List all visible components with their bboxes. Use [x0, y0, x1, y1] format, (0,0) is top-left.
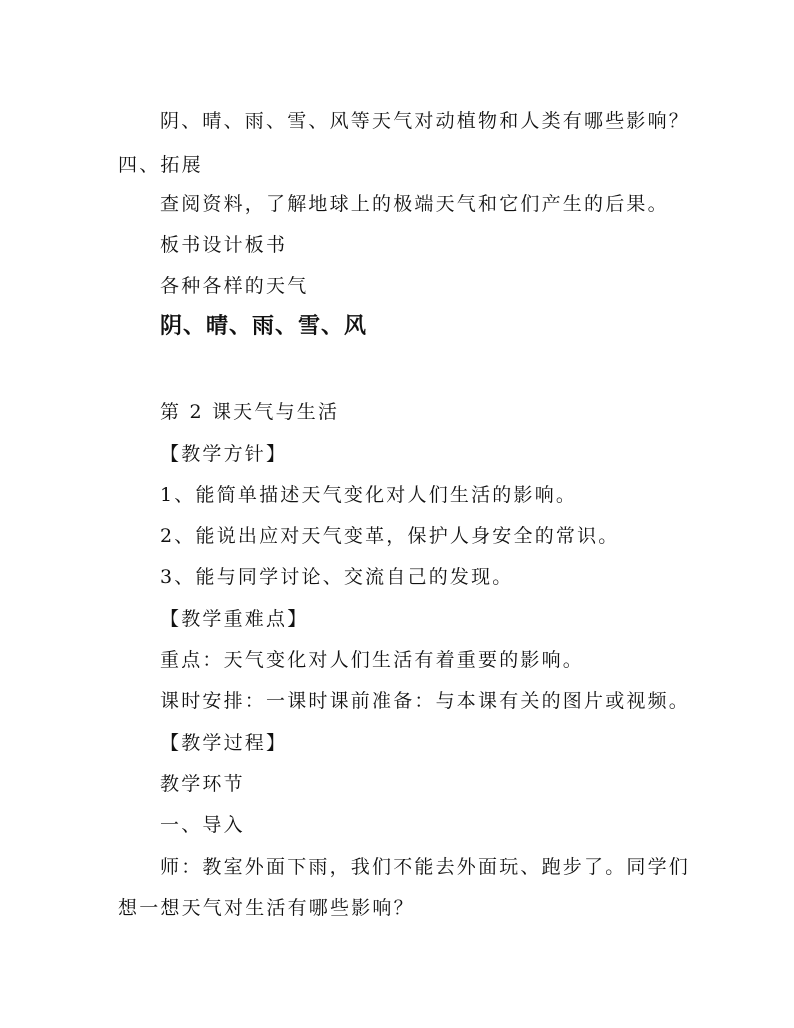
text-line: 一、导入	[160, 814, 245, 836]
section-heading: 【教学过程】	[160, 732, 288, 754]
text-line: 教学环节	[160, 773, 245, 795]
text-line: 重点：天气变化对人们生活有着重要的影响。	[160, 649, 585, 671]
list-item: 1、能简单描述天气变化对人们生活的影响。	[160, 484, 578, 506]
board-design-heading: 阴、晴、雨、雪、风	[160, 314, 368, 339]
section-heading: 四、拓展	[118, 154, 203, 176]
text-line: 阴、晴、雨、雪、风等天气对动植物和人类有哪些影响？	[160, 110, 691, 132]
section-heading: 【教学重难点】	[160, 608, 309, 630]
lesson-title: 第 2 课天气与生活	[160, 401, 340, 423]
text-line: 各种各样的天气	[160, 275, 309, 297]
text-line: 师：教室外面下雨，我们不能去外面玩、跑步了。同学们	[160, 856, 691, 878]
text-line: 课时安排：一课时课前准备：与本课有关的图片或视频。	[160, 690, 691, 712]
text-line: 查阅资料，了解地球上的极端天气和它们产生的后果。	[160, 193, 669, 215]
list-item: 2、能说出应对天气变革，保护人身安全的常识。	[160, 525, 620, 547]
list-item: 3、能与同学讨论、交流自己的发现。	[160, 566, 514, 588]
section-heading: 【教学方针】	[160, 443, 288, 465]
text-line: 板书设计板书	[160, 234, 288, 256]
text-line: 想一想天气对生活有哪些影响？	[118, 897, 415, 919]
